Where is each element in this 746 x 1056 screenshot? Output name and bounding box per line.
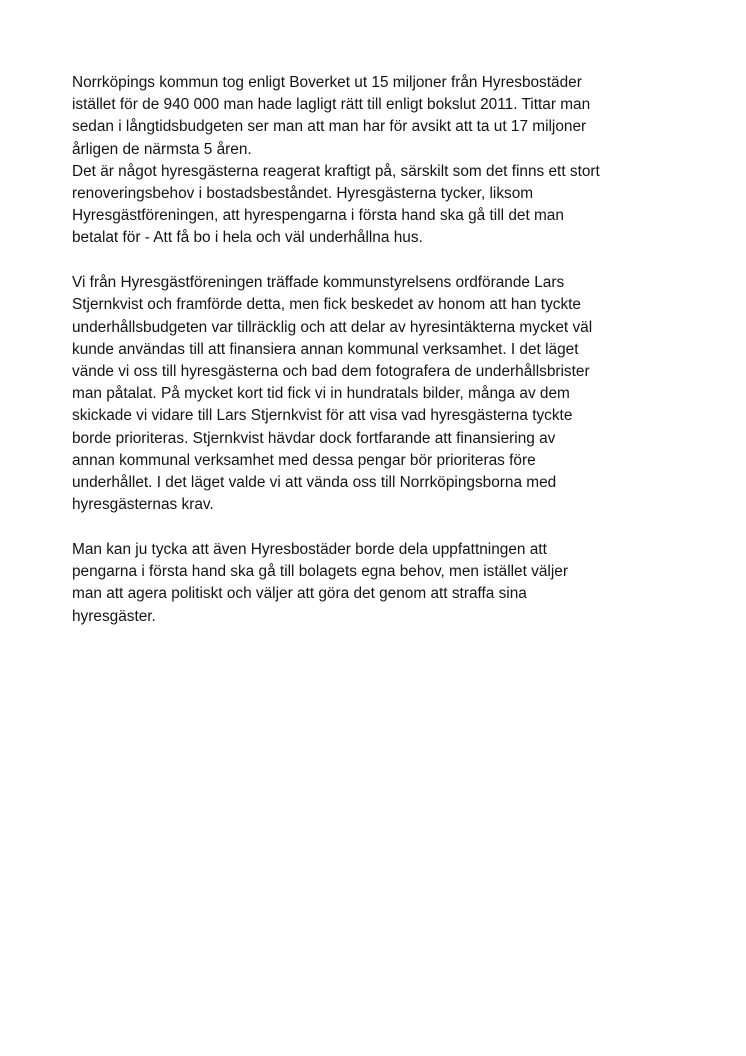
text-line: betalat för - Att få bo i hela och väl underhållna hus. — [72, 229, 423, 247]
paragraph-spacer — [72, 250, 682, 273]
document-page — [72, 72, 682, 628]
text-line: hyresgäster. — [72, 607, 156, 625]
text-line: pengarna i första hand ska gå till bolagets egna behov, men istället väljer — [72, 563, 568, 581]
text-line: borde prioriteras. Stjernkvist hävdar dock fortfarande att finansiering av — [72, 429, 556, 447]
text-line: Norrköpings kommun tog enligt Boverket ut 15 miljoner från Hyresbostäder — [72, 74, 582, 91]
text-line: Hyresgästföreningen, att hyrespengarna i första hand ska gå till det man — [72, 207, 564, 225]
text-line: Man kan ju tycka att även Hyresbostäder borde dela uppfattningen att — [72, 541, 547, 559]
text-line: sedan i långtidsbudgeten ser man att man har för avsikt att ta ut 17 miljoner — [72, 118, 587, 136]
text-line: Det är något hyresgästerna reagerat kraftigt på, särskilt som det finns ett stort — [72, 162, 600, 180]
paragraph-3 — [72, 539, 682, 628]
text-line: Vi från Hyresgästföreningen träffade kommunstyrelsens ordförande Lars — [72, 274, 565, 292]
text-line: annan kommunal verksamhet med dessa pengar bör prioriteras före — [72, 451, 536, 469]
text-line: renoveringsbehov i bostadsbeståndet. Hyresgästerna tycker, liksom — [72, 185, 534, 203]
text-line: man påtalat. På mycket kort tid fick vi in hundratals bilder, många av dem — [72, 385, 570, 403]
text-line: vände vi oss till hyresgästerna och bad dem fotografera de underhållsbrister — [72, 363, 590, 381]
paragraph-spacer — [72, 516, 682, 539]
text-line: underhållsbudgeten var tillräcklig och att delar av hyresintäkterna mycket väl — [72, 318, 593, 336]
paragraph-1 — [72, 72, 682, 250]
text-line: kunde användas till att finansiera annan kommunal verksamhet. I det läget — [72, 340, 579, 358]
text-line: istället för de 940 000 man hade lagligt rätt till enligt bokslut 2011. Tittar man — [72, 96, 591, 114]
text-line: man att agera politiskt och väljer att göra det genom att straffa sina — [72, 585, 527, 603]
text-line: hyresgästernas krav. — [72, 496, 214, 514]
text-line: årligen de närmsta 5 åren. — [72, 140, 252, 158]
text-line: Stjernkvist och framförde detta, men fick beskedet av honom att han tyckte — [72, 296, 581, 314]
paragraph-2 — [72, 272, 682, 516]
text-line: underhållet. I det läget valde vi att vända oss till Norrköpingsborna med — [72, 474, 557, 492]
text-line: skickade vi vidare till Lars Stjernkvist för att visa vad hyresgästerna tyckte — [72, 407, 573, 425]
